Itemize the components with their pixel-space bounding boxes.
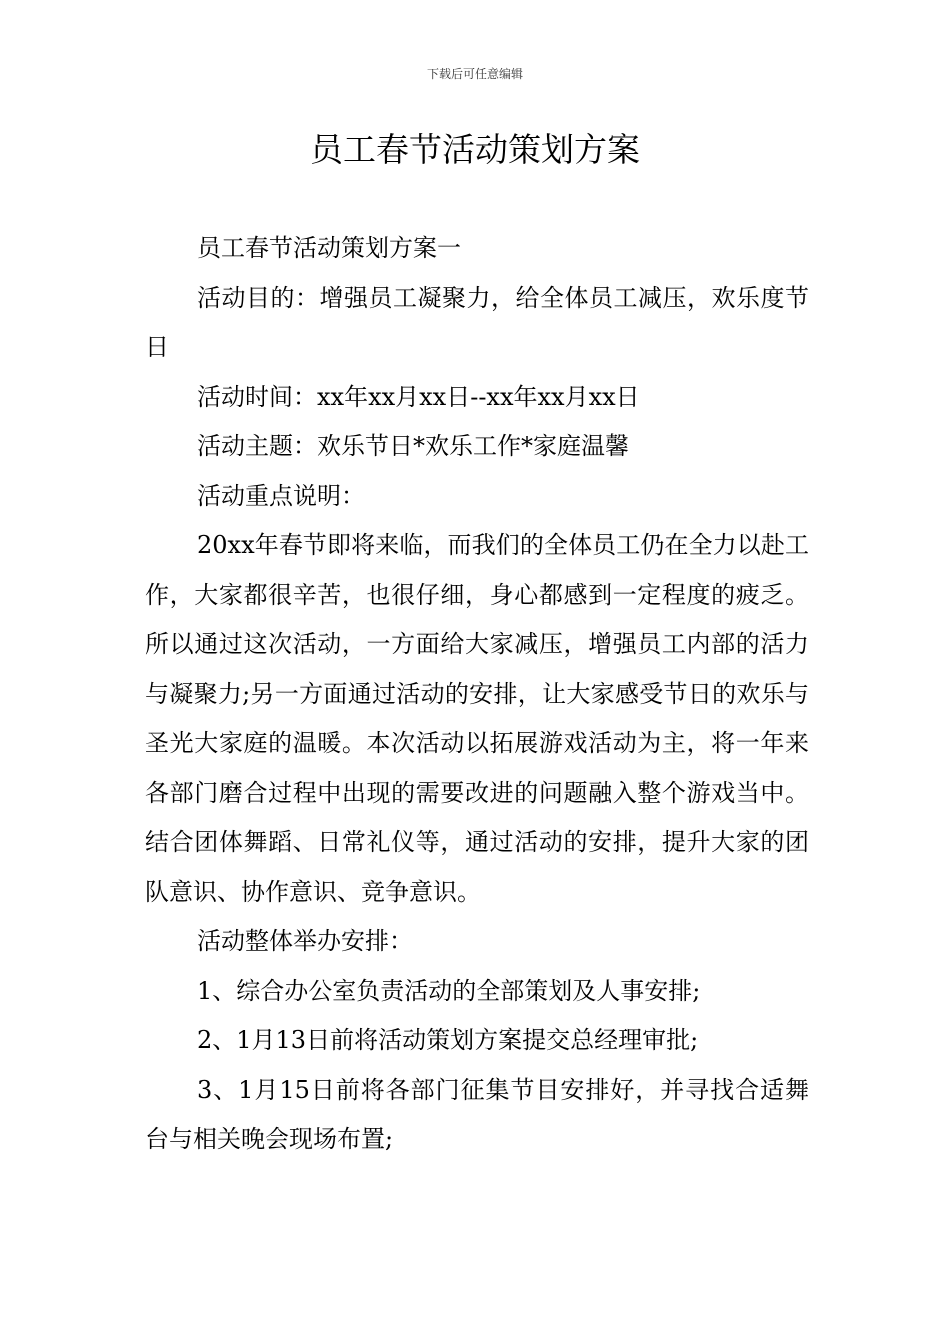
document-body xyxy=(145,224,809,1165)
paragraph-purpose: 活动目的：增强员工凝聚力，给全体员工减压，欢乐度节日 xyxy=(145,283,809,361)
paragraph-key-points-heading: 活动重点说明： xyxy=(197,481,365,510)
document-title: 员工春节活动策划方案 xyxy=(310,130,640,169)
header-note: 下载后可任意编辑 xyxy=(426,67,523,81)
list-item-1: 1、综合办公室负责活动的全部策划及人事安排; xyxy=(197,976,701,1005)
list-item-3: 3、1月15日前将各部门征集节目安排好，并寻找合适舞台与相关晚会现场布置; xyxy=(145,1075,809,1153)
paragraph-key-points: 20xx年春节即将来临，而我们的全体员工仍在全力以赴工作，大家都很辛苦，也很仔细，身心都感到一定程度的疲乏。所以通过这次活动，一方面给大家减压，增强员工内部的活力与凝聚力;另一方面通过活动的安排，让大家感受节日的欢乐与圣光大家庭的温暖。本次活动以拓展游戏活动为主，将一年来各部门磨合过程中出现的需要改进的问题融入整个游戏当中。结合团体舞蹈、日常礼仪等，通过活动的安排，提升大家的团队意识、协作意识、竞争意识。 xyxy=(145,531,809,906)
paragraph-time: 活动时间：xx年xx月xx日--xx年xx月xx日 xyxy=(197,382,640,411)
list-item-2: 2、1月13日前将活动策划方案提交总经理审批; xyxy=(197,1026,699,1054)
paragraph-arrangement-heading: 活动整体举办安排： xyxy=(197,927,413,955)
paragraph-theme: 活动主题：欢乐节日*欢乐工作*家庭温馨 xyxy=(197,432,629,460)
paragraph-plan-subtitle: 员工春节活动策划方案一 xyxy=(197,234,461,262)
